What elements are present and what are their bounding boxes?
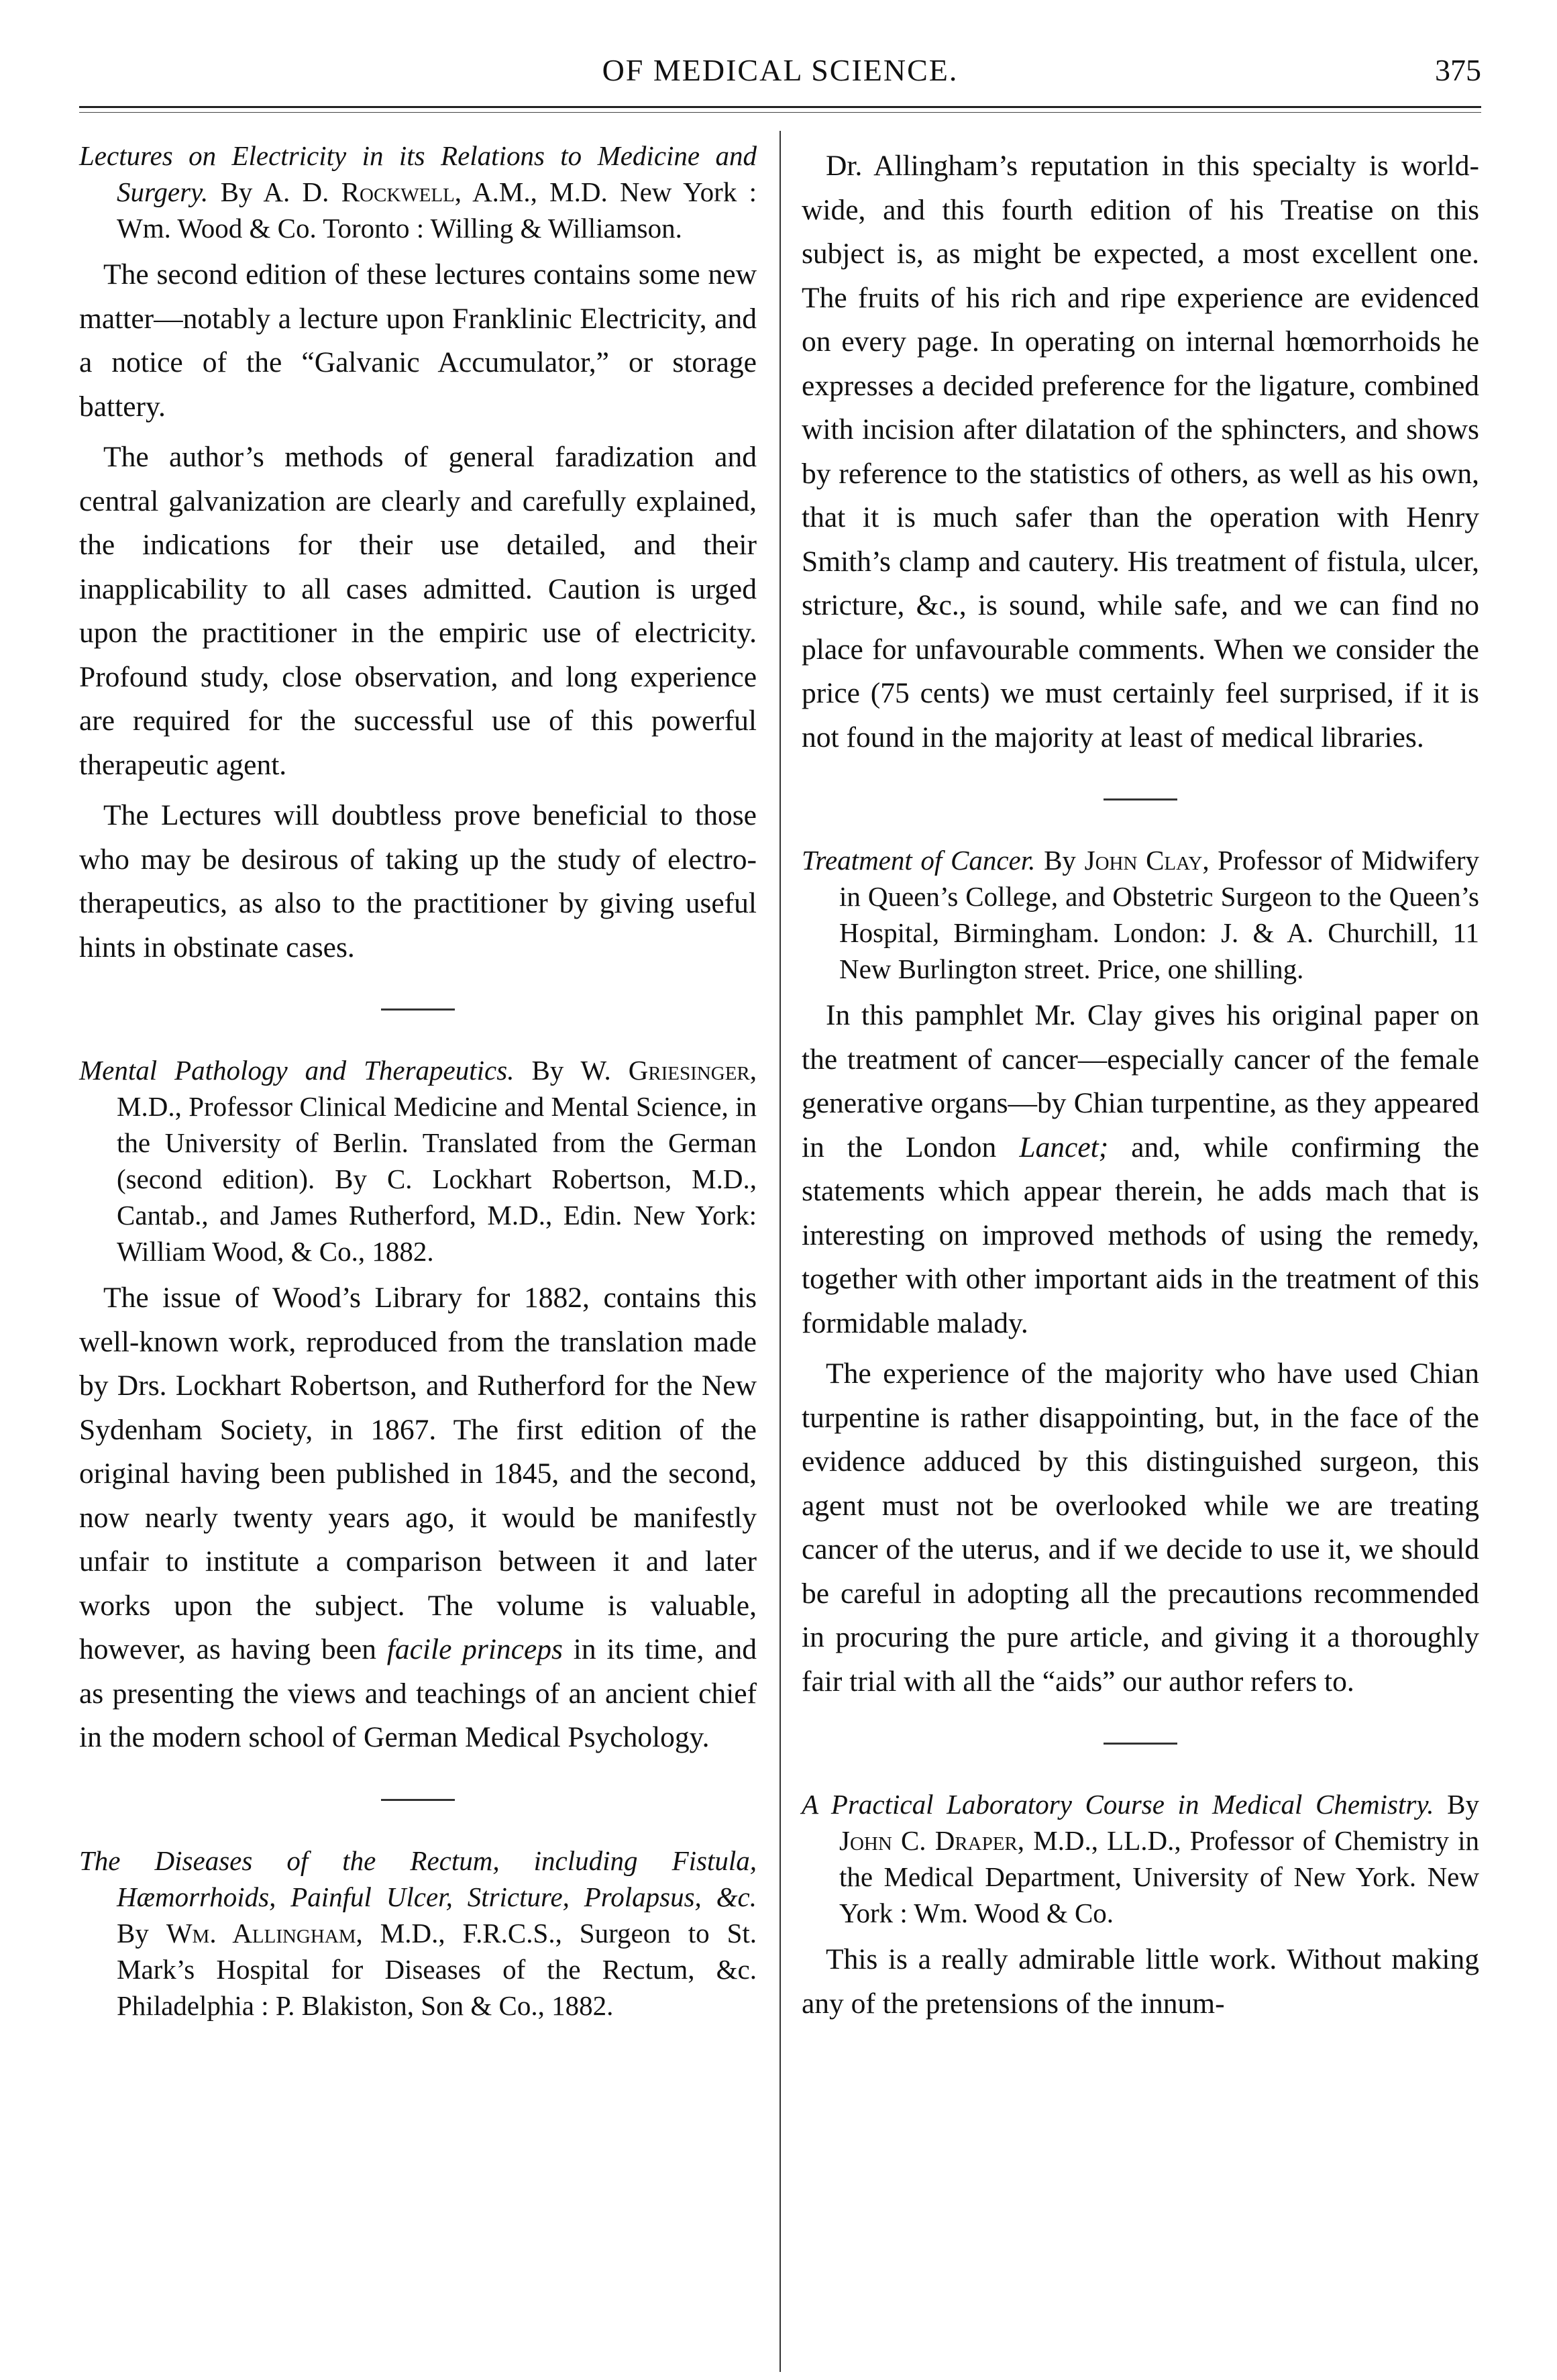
right-column xyxy=(802,138,1479,2026)
by-text: By A. D. xyxy=(220,176,329,207)
review-paragraph: The experience of the majority who have used Chian turpentine is rather disappointing, but, in the face of the evidence adduced by this distinguished surgeon, this agent must not be overlooked while we are treating cancer of the uterus, and if we decide to use it, we should be careful in adopting all the precautions recommended in procuring the pure article, and giving it a thoroughly fair trial with all the “aids” our author refers to. xyxy=(802,1357,1479,1698)
review-paragraph: The Lectures will doubtless prove beneficial to those who may be desirous of taking up the study of electro-therapeutics, as also to the practitioner by giving useful hints in obstinate cases. xyxy=(79,799,757,964)
book-details: M.D., Professor Clinical Medicine and Mental Science, in the University of Berlin. Translated from the German (second edition). By C. Lockhart Robertson, M.D., Cantab., and James Rutherford, M.D., Edin. New York: William Wood, & Co., 1882. xyxy=(117,1091,757,1267)
review-paragraph: This is a really admirable little work. Without making any of the pretensions of the innum- xyxy=(802,1943,1479,2020)
review-rectum-citation xyxy=(79,1843,757,2024)
book-author: Rockwell, xyxy=(341,176,462,207)
section-separator xyxy=(1104,1743,1177,1745)
page-number: 375 xyxy=(1435,53,1481,87)
section-separator xyxy=(381,1008,455,1011)
paragraph-text: The issue of Wood’s Library for 1882, contains this well-known work, reproduced from the translation made by Drs. Lockhart Robertson, and Rutherford for the New Sydenham Society, in 1867. The first edition of the original having been published in 1845, and the second, now nearly twenty years ago, it would be manifestly unfair to institute a comparison between it and later works upon the subject. The volume is valuable, however, as having been xyxy=(79,1282,757,1665)
review-paragraph: The second edition of these lectures contains some new matter—notably a lecture upon Franklinic Electricity, and a notice of the “Galvanic Accumulator,” or storage battery. xyxy=(79,258,757,423)
review-paragraph: Dr. Allingham’s reputation in this specialty is world-wide, and this fourth edition of his Treatise on this subject is, as might be expected, a most excellent one. The fruits of his rich and ripe experience are evidenced on every page. In operating on internal hœmorrhoids he expresses a decided preference for the ligature, combined with incision after dilatation of the sphincters, and shows by reference to the statistics of others, as well as his own, that it is much safer than the operation with Henry Smith’s clamp and cautery. His treatment of fistula, ulcer, stricture, &c., is sound, while safe, and we can find no place for unfavourable comments. When we consider the price (75 cents) we must certainly feel surprised, if it is not found in the majority at least of medical libraries. xyxy=(802,150,1479,754)
book-author: John Clay, xyxy=(1084,845,1210,876)
review-cancer xyxy=(802,842,1479,1704)
section-separator xyxy=(381,1799,455,1801)
by-text: By xyxy=(117,1917,149,1949)
review-mental-pathology xyxy=(79,1052,757,1760)
review-citation xyxy=(802,1786,1479,1931)
paragraph-text: in its time, and as presenting the views and teachings of an ancient chief in the modern school of German Medical Psychology. xyxy=(79,1633,757,1753)
review-chemistry xyxy=(802,1786,1479,2026)
paragraph-text: and, while confirming the statements which appear therein, he adds mach that is interesting on improved methods of using the remedy, together with other important aids in the treatment of this formidable malady. xyxy=(802,1131,1480,1339)
book-title: The Diseases of the Rectum, including Fistula, Hæmorrhoids, Painful Ulcer, Stricture, Prolapsus, &c. xyxy=(79,1845,757,1912)
review-paragraph xyxy=(79,1276,757,1760)
review-paragraph: The author’s methods of general faradization and central galvanization are clearly and carefully explained, the indications for their use detailed, and their inapplicability to all cases admitted. Caution is urged upon the practitioner in the empiric use of electricity. Profound study, close observation, and long experience are required for the successful use of this powerful therapeutic agent. xyxy=(79,441,757,781)
book-author: John C. Draper, xyxy=(839,1825,1025,1856)
book-details: A.M., M.D. New York : Wm. Wood & Co. Toronto : Willing & Williamson. xyxy=(117,176,757,244)
by-text: By xyxy=(1044,845,1076,876)
section-separator xyxy=(1104,798,1177,800)
review-electricity xyxy=(79,138,757,970)
by-text: By xyxy=(1447,1789,1479,1820)
running-title: OF MEDICAL SCIENCE. xyxy=(602,53,959,87)
book-details: M.D., LL.D., Professor of Chemistry in the Medical Department, University of New York. New York : Wm. Wood & Co. xyxy=(839,1825,1479,1928)
review-paragraph xyxy=(802,994,1479,1345)
left-column xyxy=(79,138,757,2024)
by-text: By W. xyxy=(531,1055,611,1086)
book-title: Lectures on Electricity in its Relations to Medicine and Surgery. xyxy=(79,140,757,207)
book-details: Professor of Midwifery in Queen’s College, and Obstetric Surgeon to the Queen’s Hospital, Birmingham. London: J. & A. Churchill, 11 New Burlington street. Price, one shilling. xyxy=(839,845,1479,984)
review-citation xyxy=(802,842,1479,987)
book-author: Wm. Allingham, xyxy=(166,1917,363,1949)
column-divider xyxy=(780,131,781,2372)
review-citation xyxy=(79,1052,757,1270)
book-details: M.D., F.R.C.S., Surgeon to St. Mark’s Hospital for Diseases of the Rectum, &c. Philadelphia : P. Blakiston, Son & Co., 1882. xyxy=(117,1917,757,2021)
paragraph-text: In this pamphlet Mr. Clay gives his original paper on the treatment of cancer—especially cancer of the female generative organs—by Chian turpentine, as they appeared in the London xyxy=(802,999,1479,1163)
running-header xyxy=(79,52,1481,99)
review-citation xyxy=(79,138,757,246)
review-rectum-body xyxy=(802,144,1479,760)
book-title: Mental Pathology and Therapeutics. xyxy=(79,1055,515,1086)
book-title: A Practical Laboratory Course in Medical Chemistry. xyxy=(802,1789,1434,1820)
book-author: Griesinger, xyxy=(628,1055,757,1086)
review-citation xyxy=(79,1843,757,2024)
book-title: Treatment of Cancer. xyxy=(802,845,1036,876)
italic-phrase: Lancet; xyxy=(1019,1131,1109,1163)
header-rule xyxy=(79,106,1481,113)
italic-phrase: facile princeps xyxy=(386,1633,563,1665)
